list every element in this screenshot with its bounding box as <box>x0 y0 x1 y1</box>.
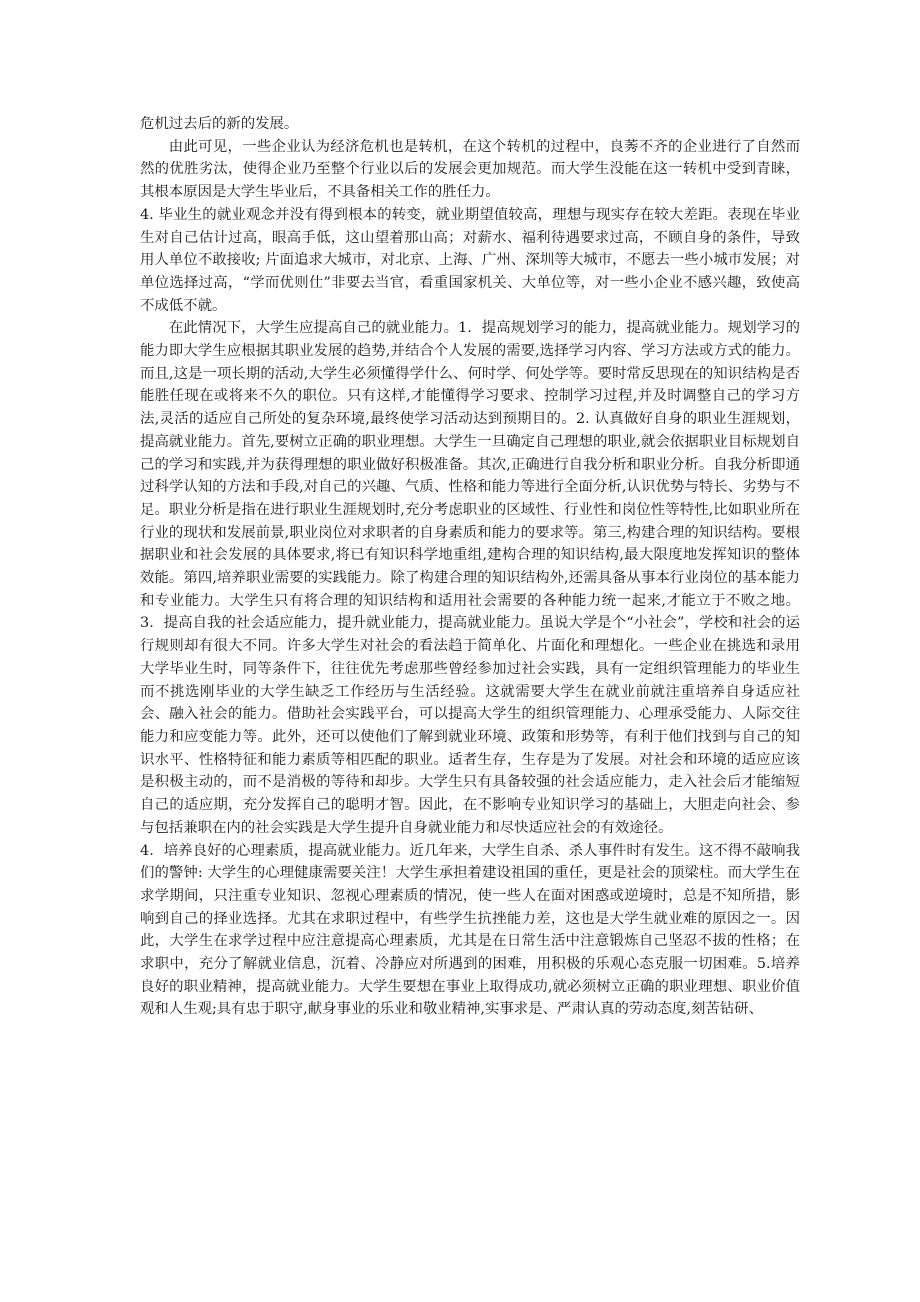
paragraph-2: 由此可见，一些企业认为经济危机也是转机，在这个转机的过程中，良莠不齐的企业进行了自然而然的优胜劣汰，使得企业乃至整个行业以后的发展会更加规范。而大学生没能在这一转机中受到青睐，其根本原因是大学生毕业后，不具备相关工作的胜任力。 <box>140 138 800 201</box>
paragraph-5: 4．培养良好的心理素质，提高就业能力。近几年来，大学生自杀、杀人事件时有发生。这不得不敲响我们的警钟: 大学生的心理健康需要关注！大学生承担着建设祖国的重任，更是社会的顶梁柱。而大学生在求学期间，只注重专业知识、忽视心理素质的情况，使一些人在面对困惑或逆境时，总是不知所措，影响到自己的择业选择。尤其在求职过程中，有些学生抗挫能力差，这也是大学生就业难的原因之一。因此，大学生在求学过程中应注意提高心理素质，尤其是在日常生活中注意锻炼自己坚忍不拔的性格；在求职中，充分了解就业信息，沉着、冷静应对所遇到的困难，用积极的乐观心态克服一切困难。5.培养良好的职业精神，提高就业能力。大学生要想在事业上取得成功,就必须树立正确的职业理想、职业价值观和人生观;具有忠于职守,献身事业的乐业和敬业精神,实事求是、严肃认真的劳动态度,刻苦钻研、 <box>140 842 800 1018</box>
paragraph-1: 危机过去后的新的发展。 <box>140 116 299 132</box>
paragraph-3: 4. 毕业生的就业观念并没有得到根本的转变，就业期望值较高，理想与现实存在较大差距。表现在毕业生对自己估计过高，眼高手低，这山望着那山高；对薪水、福利待遇要求过高，不顾自身的条件，导致用人单位不敢接收; 片面追求大城市，对北京、上海、广州、深圳等大城市，不愿去一些小城市发展；对单位选择过高，“学而优则仕”非要去当官，看重国家机关、大单位等，对一些小企业不感兴趣，致使高不成低不就。 <box>140 206 800 314</box>
document-page <box>140 113 800 1021</box>
paragraph-4: 在此情况下，大学生应提高自己的就业能力。1．提高规划学习的能力，提高就业能力。规划学习的能力即大学生应根据其职业发展的趋势,并结合个人发展的需要,选择学习内容、学习方法或方式的能力。而且,这是一项长期的活动,大学生必须懂得学什么、何时学、何处学等。要时常反思现在的知识结构是否能胜任现在或将来不久的职位。只有这样,才能懂得学习要求、控制学习过程,并及时调整自己的学习方法,灵活的适应自己所处的复杂环境,最终使学习活动达到预期目的。2. 认真做好自身的职业生涯规划，提高就业能力。首先,要树立正确的职业理想。大学生一旦确定自己理想的职业,就会依据职业目标规划自己的学习和实践,并为获得理想的职业做好积极准备。其次,正确进行自我分析和职业分析。自我分析即通过科学认知的方法和手段,对自己的兴趣、气质、性格和能力等进行全面分析,认识优势与特长、劣势与不足。职业分析是指在进行职业生涯规划时,充分考虑职业的区域性、行业性和岗位性等特性,比如职业所在行业的现状和发展前景,职业岗位对求职者的自身素质和能力的要求等。第三,构建合理的知识结构。要根据职业和社会发展的具体要求,将已有知识科学地重组,建构合理的知识结构,最大限度地发挥知识的整体效能。第四,培养职业需要的实践能力。除了构建合理的知识结构外,还需具备从事本行业岗位的基本能力和专业能力。大学生只有将合理的知识结构和适用社会需要的各种能力统一起来,才能立于不败之地。3．提高自我的社会适应能力，提升就业能力，提高就业能力。虽说大学是个“小社会”，学校和社会的运行规则却有很大不同。许多大学生对社会的看法趋于简单化、片面化和理想化。一些企业在挑选和录用大学毕业生时，同等条件下，往往优先考虑那些曾经参加过社会实践，具有一定组织管理能力的毕业生而不挑选刚毕业的大学生缺乏工作经历与生活经验。这就需要大学生在就业前就注重培养自身适应社会、融入社会的能力。借助社会实践平台，可以提高大学生的组织管理能力、心理承受能力、人际交往能力和应变能力等。此外，还可以使他们了解到就业环境、政策和形势等，有利于他们找到与自己的知识水平、性格特征和能力素质等相匹配的职业。适者生存，生存是为了发展。对社会和环境的适应应该是积极主动的，而不是消极的等待和却步。大学生只有具备较强的社会适应能力，走入社会后才能缩短自己的适应期，充分发挥自己的聪明才智。因此，在不影响专业知识学习的基础上，大胆走向社会、参与包括兼职在内的社会实践是大学生提升自身就业能力和尽快适应社会的有效途径。 <box>140 320 800 836</box>
